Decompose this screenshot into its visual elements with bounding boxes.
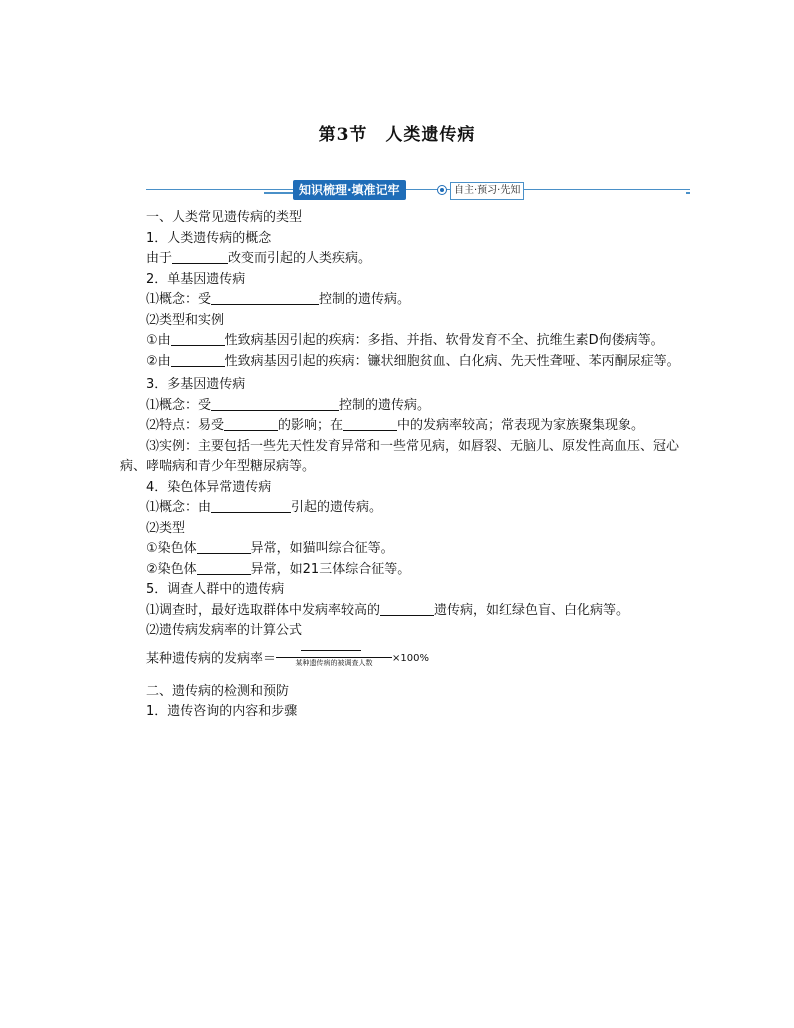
subsection-heading: 4．染色体异常遗传病	[146, 479, 272, 495]
page-title: 第3节 人类遗传病	[318, 125, 476, 145]
fill-blank[interactable]	[172, 249, 228, 264]
subsection-heading: 2．单基因遗传病	[146, 271, 246, 287]
text-line: ⑶实例：主要包括一些先天性发育异常和一些常见病，如唇裂、无脑儿、原发性高血压、冠心病、哮喘病和青少年型糖尿病等。	[120, 438, 680, 474]
subsection-heading: 5．调查人群中的遗传病	[146, 582, 285, 597]
fill-line: ②染色体 异常，如21三体综合征等。	[146, 561, 411, 577]
text-line: ⑵遗传病发病率的计算公式	[146, 623, 303, 638]
fill-blank[interactable]	[211, 290, 319, 305]
formula-fraction	[276, 648, 392, 670]
fill-blank[interactable]	[171, 331, 225, 346]
fill-blank[interactable]	[380, 601, 434, 616]
formula-denominator: 某种遗传病的被调查人数	[295, 658, 373, 667]
fill-line: 由于 改变而引起的人类疾病。	[146, 251, 372, 266]
fill-line: ①由 性致病基因引起的疾病：多指、并指、软骨发育不全、抗维生素D佝偻病等。	[146, 333, 664, 348]
banner-sub-label: 自主·预习·先知	[450, 182, 524, 200]
banner-rule	[146, 189, 690, 190]
section-heading: 二、遗传病的检测和预防	[146, 683, 290, 699]
fill-blank[interactable]	[197, 560, 251, 575]
fill-blank[interactable]	[211, 498, 291, 513]
banner-main-label: 知识梳理·填准记牢	[293, 180, 406, 200]
document-body	[120, 208, 690, 723]
fill-line: ⑴调查时，最好选取群体中发病率较高的 遗传病，如红绿色盲、白化病等。	[146, 602, 630, 618]
subsection-heading: 3．多基因遗传病	[146, 377, 246, 392]
fill-line: ⑴概念：由 引起的遗传病。	[146, 500, 383, 515]
fill-line: ⑴概念：受 控制的遗传病。	[146, 397, 431, 413]
fill-line: ②由 性致病基因引起的疾病：镰状细胞贫血、白化病、先天性聋哑、苯丙酮尿症等。	[146, 353, 680, 369]
formula-left: 某种遗传病的发病率＝	[146, 651, 277, 666]
section-heading: 一、人类常见遗传病的类型	[146, 210, 303, 225]
fill-line: ⑴概念：受 控制的遗传病。	[146, 292, 411, 307]
fill-blank[interactable]	[224, 416, 278, 431]
fill-line: ①染色体 异常，如猫叫综合征等。	[146, 541, 394, 556]
subsection-heading: 1．遗传咨询的内容和步骤	[146, 704, 298, 719]
formula-right: ×100%	[392, 652, 429, 664]
fraction-bar	[276, 657, 392, 658]
fill-blank[interactable]	[343, 416, 397, 431]
incidence-formula	[120, 648, 690, 672]
banner-dot-icon	[437, 185, 447, 195]
fill-blank[interactable]	[211, 396, 339, 411]
fill-line: ⑵特点：易受 的影响；在 中的发病率较高；常表现为家族聚集现象。	[146, 418, 645, 433]
section-banner	[146, 180, 690, 200]
text-line: ⑵类型	[146, 520, 186, 536]
formula-numerator-blank[interactable]	[301, 650, 361, 651]
fill-blank[interactable]	[197, 539, 251, 554]
fill-blank[interactable]	[171, 352, 225, 367]
subsection-heading: 1．人类遗传病的概念	[146, 230, 272, 246]
text-line: ⑵类型和实例	[146, 312, 225, 328]
banner-rule-accent-right	[686, 192, 690, 194]
